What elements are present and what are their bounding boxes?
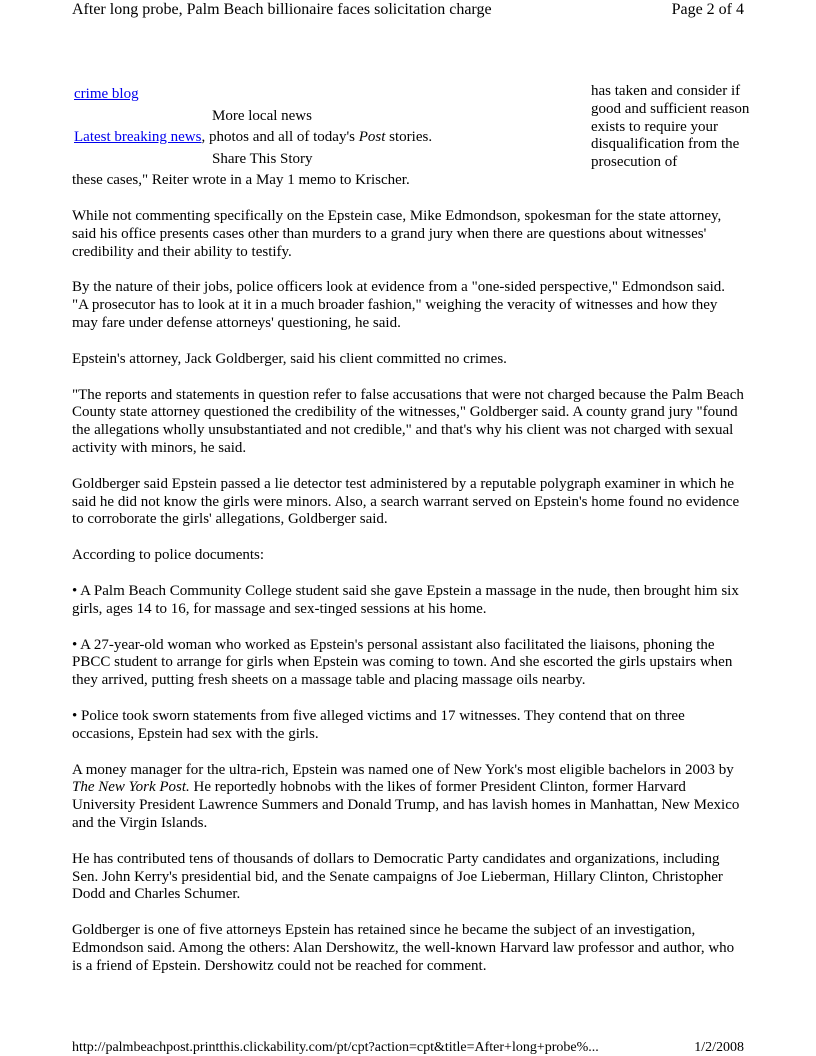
crime-blog-row xyxy=(74,85,139,103)
publication-name: The New York Post. xyxy=(72,779,190,796)
breaking-news-row xyxy=(74,128,432,146)
article-body xyxy=(72,208,744,994)
article-paragraph: Epstein's attorney, Jack Goldberger, said his client committed no crimes. xyxy=(72,350,507,367)
article-paragraph: According to police documents: xyxy=(72,547,265,564)
article-paragraph: Goldberger said Epstein passed a lie detector test administered by a reputable polygraph examiner in which he said he did not know the girls were minors. Also, a search warrant served on Epstein's home found no evidence to corroborate the girls' allegations, Goldberger said. xyxy=(72,475,740,528)
page-number: Page 2 of 4 xyxy=(671,1,744,18)
article-paragraph: While not commenting specifically on the Epstein case, Mike Edmondson, spokesman for the state attorney, said his office presents cases other than murders to a grand jury when there are questions about witnesses' credibility and their ability to testify. xyxy=(72,208,722,260)
article-paragraph xyxy=(72,762,744,833)
memo-quote-tail: these cases," Reiter wrote in a May 1 memo to Krischer. xyxy=(72,172,410,188)
bullet-paragraph: • Police took sworn statements from five alleged victims and 17 witnesses. They contend that on three occasions, Epstein had sex with the girls. xyxy=(72,707,685,742)
breaking-news-text-b: stories. xyxy=(385,129,433,145)
breaking-news-text-a: , photos and all of today's xyxy=(201,129,359,145)
article-paragraph: "The reports and statements in question refer to false accusations that were not charged because the Palm Beach County state attorney questioned the credibility of the witnesses," Goldberger said. A county grand jury "found the allegations wholly unsubstantiated and not credible," and that's why his client was not charged with sexual activity with minors, he said. xyxy=(72,386,744,456)
latest-breaking-news-link[interactable]: Latest breaking news xyxy=(74,129,202,145)
footer-date: 1/2/2008 xyxy=(694,1040,744,1055)
page-header-title: After long probe, Palm Beach billionaire faces solicitation charge xyxy=(72,1,492,18)
more-local-news-link[interactable]: More local news xyxy=(212,108,312,124)
bullet-paragraph: • A 27-year-old woman who worked as Epstein's personal assistant also facilitated the liaisons, phoning the PBCC student to arrange for girls when Epstein was coming to town. And she escorted the girls upstairs when they arrived, putting fresh sheets on a massage table and placing massage oils nearby. xyxy=(72,636,733,689)
article-paragraph: By the nature of their jobs, police officers look at evidence from a "one-sided perspective," Edmondson said. "A prosecutor has to look at it in a much broader fashion," weighing the veracity of witnesses and how they may fare under defense attorneys' questioning, he said. xyxy=(72,279,726,331)
share-this-story-link[interactable]: Share This Story xyxy=(212,151,313,167)
paragraph-text: He reportedly hobnobs with the likes of former President Clinton, former Harvard University President Lawrence Summers and Donald Trump, and has lavish homes in Manhattan, New Mexico and the Virgin Islands. xyxy=(72,779,740,831)
bullet-paragraph: • A Palm Beach Community College student said she gave Epstein a massage in the nude, then brought him six girls, ages 14 to 16, for massage and sex-tinged sessions at his home. xyxy=(72,582,739,617)
article-paragraph: He has contributed tens of thousands of dollars to Democratic Party candidates and organizations, including Sen. John Kerry's presidential bid, and the Senate campaigns of Joe Lieberman, Hillary Clinton, Christopher Dodd and Charles Schumer. xyxy=(72,850,723,903)
footer-url: http://palmbeachpost.printthis.clickability.com/pt/cpt?action=cpt&title=After+long+probe%... xyxy=(72,1040,599,1055)
post-publication-name: Post xyxy=(358,129,386,145)
article-paragraph: Goldberger is one of five attorneys Epstein has retained since he became the subject of an investigation, Edmondson said. Among the others: Alan Dershowitz, the well-known Harvard law professor and author, who is a friend of Epstein. Dershowitz could not be reached for comment. xyxy=(72,922,735,974)
sidebar-quote: has taken and consider if good and sufficient reason exists to require your disqualification from the prosecution of xyxy=(591,83,750,171)
crime-blog-link[interactable]: crime blog xyxy=(74,86,139,102)
paragraph-text: A money manager for the ultra-rich, Epstein was named one of New York's most eligible bachelors in 2003 by xyxy=(72,761,734,778)
